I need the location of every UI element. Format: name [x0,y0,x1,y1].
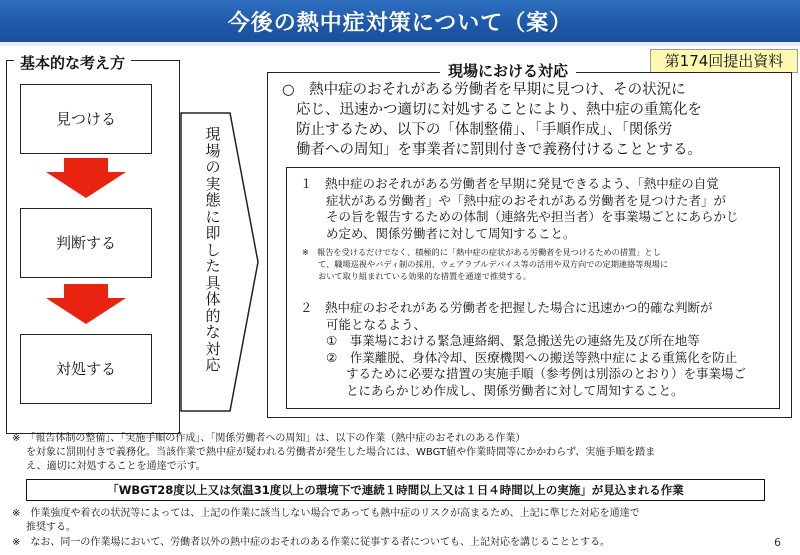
measure-item-1-note: ※ 報告を受けるだけでなく、積極的に「熱中症の症状がある労働者を見つけるための措置」とし て、職場巡視やバディ制の採用、ウェアラブルデバイス等の活用や双方向での定期連絡等現場に おいて取り組まれている効果的な措置を通達で推奨する。 [302,247,669,281]
page-title: 今後の熱中症対策について（案） [227,11,573,36]
step-find: 見つける [20,84,152,154]
footnote-obligation: ※ 「報告体制の整備」、「実施手順の作成」、「関係労働者への周知」は、以下の作業（熱中症のおそれのある作業） を対象に罰則付きで義務化。当該作業で熱中症が疑われる労働者が発生した場合には、WBGT値や作業時間等にかかわらず、実施手順を踏ま え、適切に対処することを通達で示す。 [12,433,656,472]
basic-approach-heading: 基本的な考え方 [14,52,131,73]
main-paragraph: ○ 熱中症のおそれがある労働者を早期に見つけ、その状況に 応じ、迅速かつ適切に対処することにより、熱中症の重篤化を 防止するため、以下の「体制整備」、「手順作成」、「関係労 働者への周知」を事業者に罰則付きで義務付けることとする。 [282,82,702,158]
measure-item-1: １ 熱中症のおそれがある労働者を早期に発見できるよう、「熱中症の自覚 症状がある労働者」や「熱中症のおそれがある労働者を見つけた者」が その旨を報告するための体制（連絡先や担当者）を事業場ごとにあらかじ め定め、関係労働者に対して周知すること。 [300,176,739,241]
footnote-recommendation: ※ 作業強度や着衣の状況等によっては、上記の作業に該当しない場合であっても熱中症のリスクが高まるため、上記に準じた対応を通達で 推奨する。 [12,508,640,533]
down-arrow-icon [46,158,126,198]
onsite-response-heading: 現場における対応 [440,60,576,81]
measure-item-2: ２ 熱中症のおそれがある労働者を把握した場合に迅速かつ的確な判断が 可能となるよう、 ① 事業場における緊急連絡網、緊急搬送先の連絡先及び所在地等 ② 作業離脱、身体冷却、医療機関への搬送等熱中症による重篤化を防止 するために必要な措置の実施手順（参考例は別添のとおり）を事業場ご とにあらかじめ作成し、関係労働者に対して周知すること。 [300,300,747,398]
step-respond: 対処する [20,334,152,404]
submission-badge: 第174回提出資料 [650,49,798,73]
footnote-non-workers: ※ なお、同一の作業場において、労働者以外の熱中症のおそれのある作業に従事する者についても、上記対応を講じることとする。 [12,537,610,548]
page-number: 6 [774,536,781,549]
down-arrow-icon [46,284,126,324]
target-work-condition: 「WBGT28度以上又は気温31度以上の環境下で連続１時間以上又は１日４時間以上の実施」が見込まれる作業 [26,479,765,501]
concrete-response-label: 現場の実態に即した具体的な対応 [205,125,221,374]
step-judge: 判断する [20,208,152,278]
